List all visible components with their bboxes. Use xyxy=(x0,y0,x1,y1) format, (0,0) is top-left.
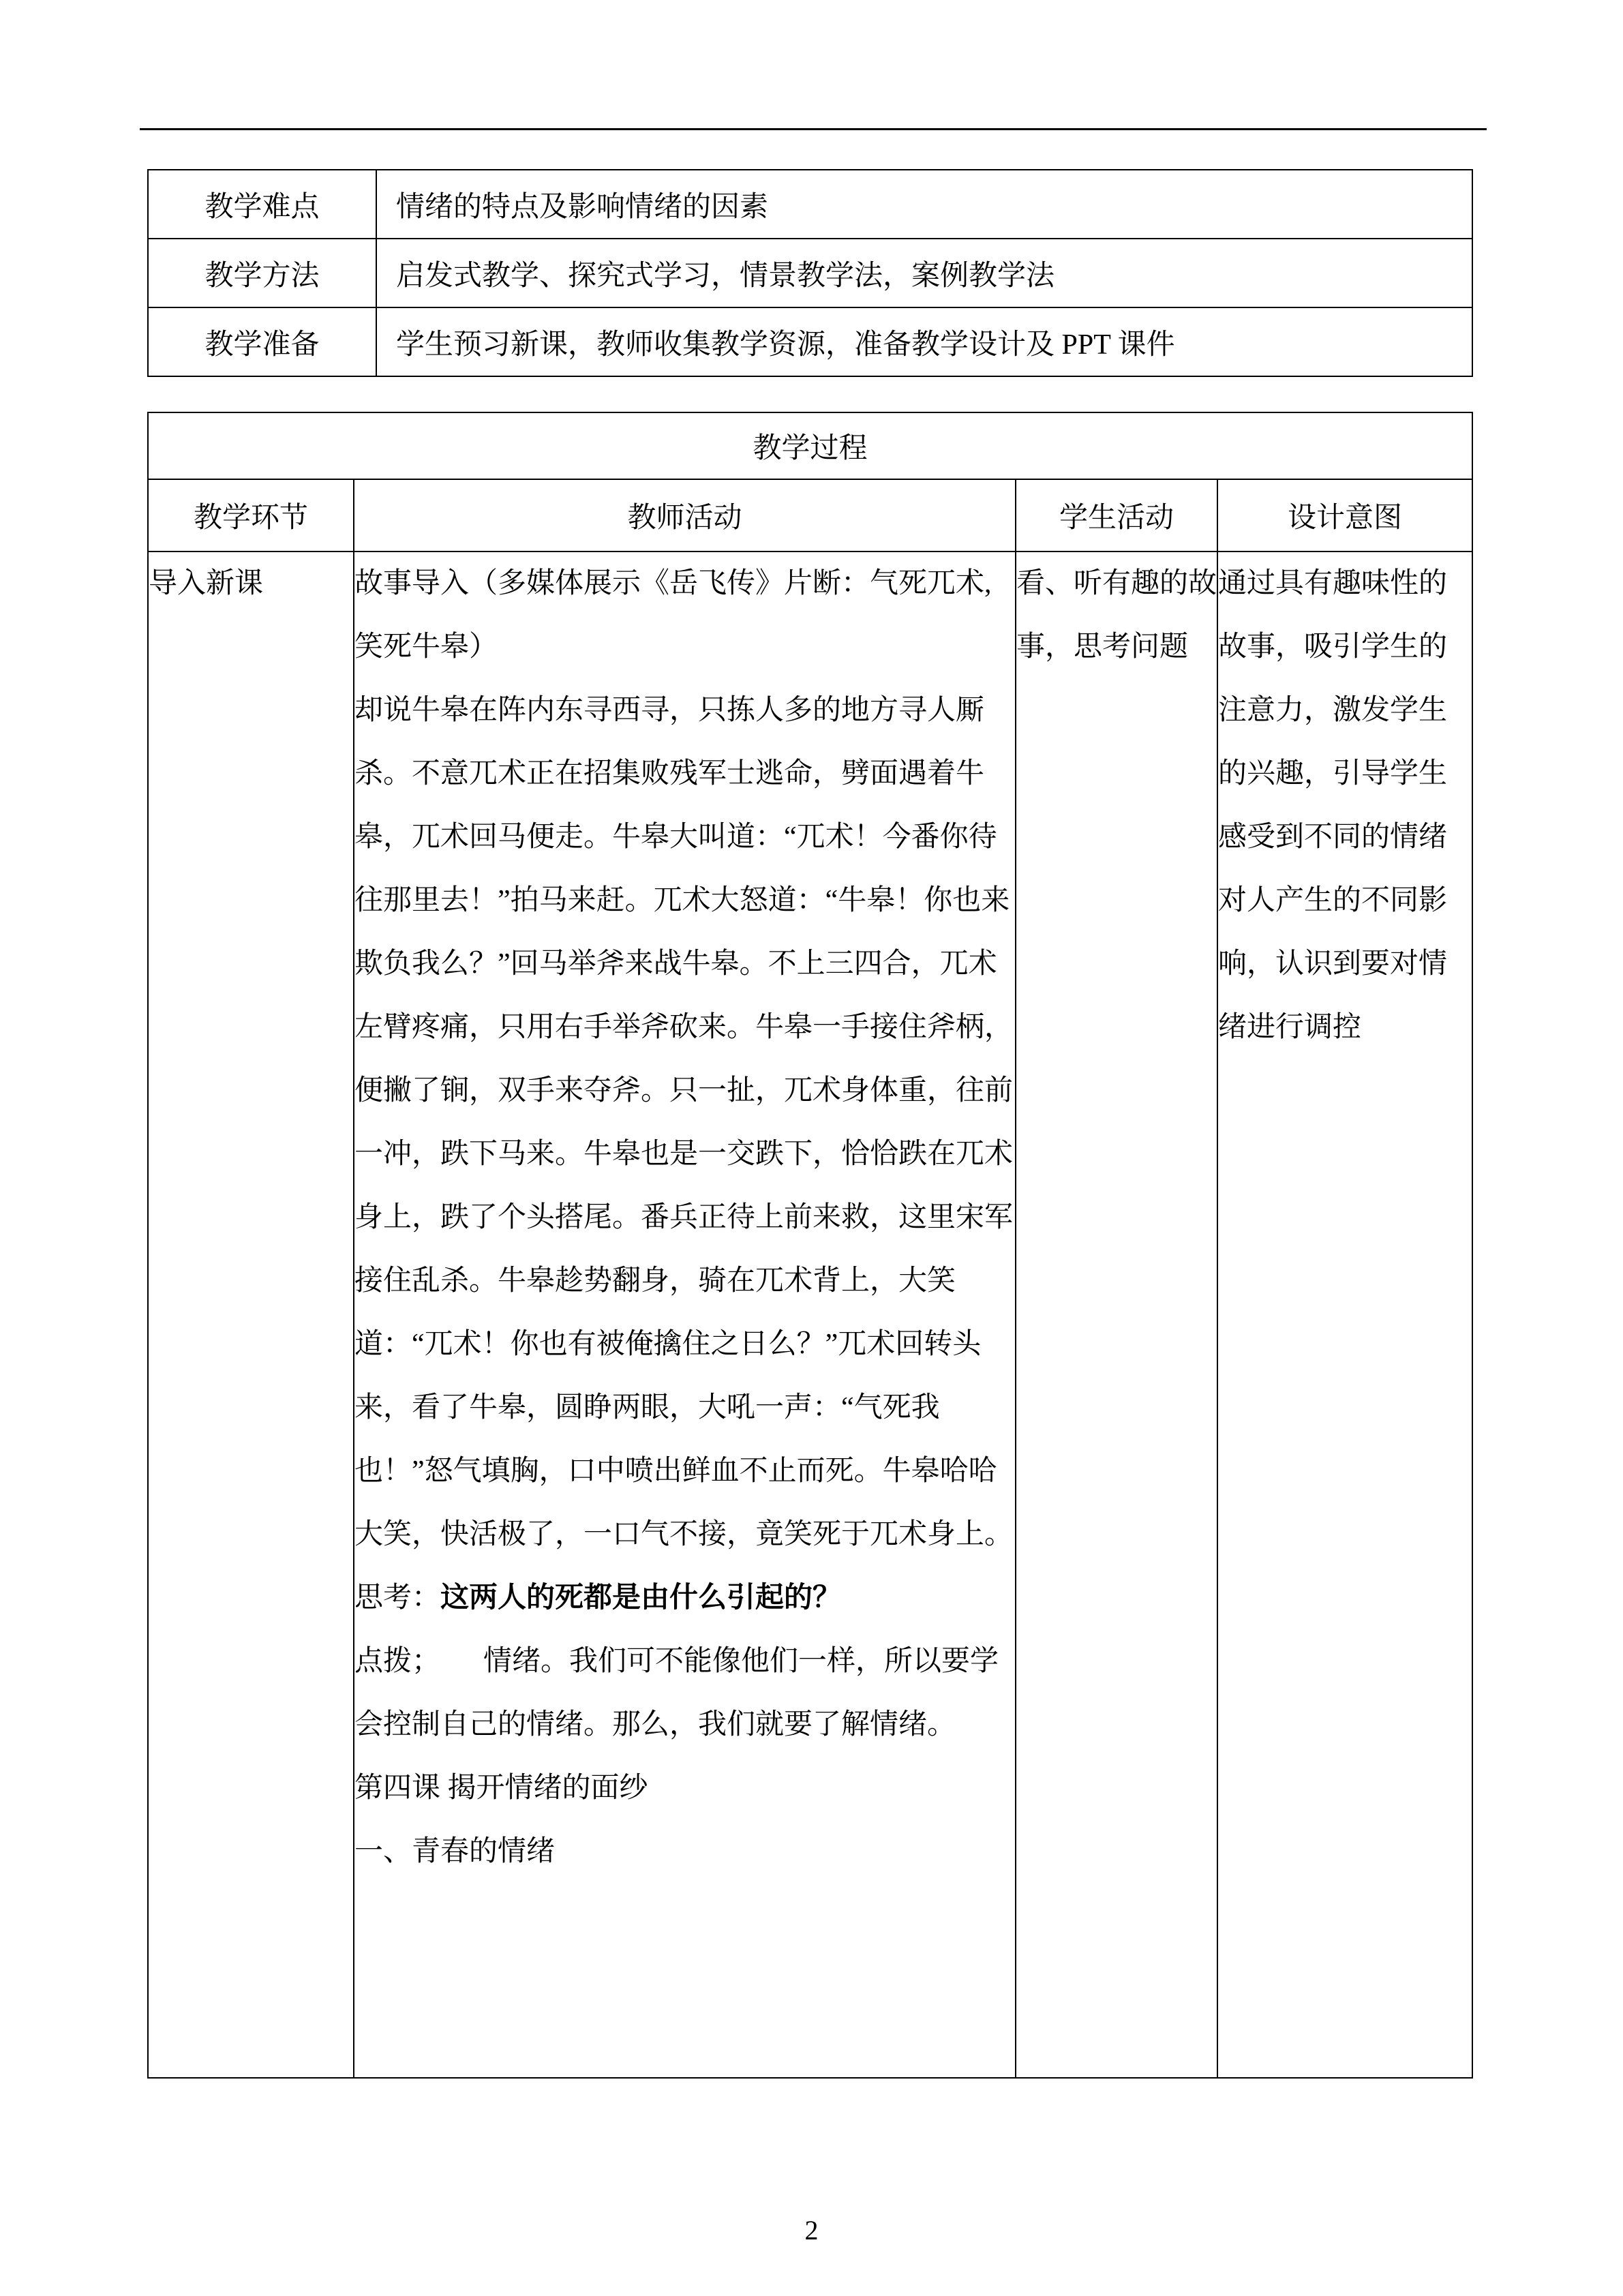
column-header-teacher: 教师活动 xyxy=(354,479,1016,552)
lesson-info-table xyxy=(147,169,1473,377)
column-header-intent: 设计意图 xyxy=(1217,479,1472,552)
column-header-stage: 教学环节 xyxy=(148,479,354,552)
table-title: 教学过程 xyxy=(148,412,1472,479)
design-intent-cell: 通过具有趣味性的故事，吸引学生的注意力，激发学生的兴趣，引导学生感受到不同的情绪对人产生的不同影响，认识到要对情绪进行调控 xyxy=(1217,552,1472,2078)
teacher-paragraph: 第四课 揭开情绪的面纱 xyxy=(354,1772,648,1804)
info-row-label: 教学方法 xyxy=(148,239,376,307)
header-rule xyxy=(140,128,1487,130)
teacher-paragraph xyxy=(354,1567,1015,1630)
teacher-paragraph: 却说牛皋在阵内东寻西寻，只拣人多的地方寻人厮杀。不意兀术正在招集败残军士逃命，劈面遇着牛皋，兀术回马便走。牛皋大叫道：“兀术！今番你待往那里去！”拍马来赶。兀术大怒道：“牛皋！你也来欺负我么？”回马举斧来战牛皋。不上三四合，兀术左臂疼痛，只用右手举斧砍来。牛皋一手接住斧柄，便撇了锏，双手来夺斧。只一扯，兀术身体重，往前一冲，跌下马来。牛皋也是一交跌下，恰恰跌在兀术身上，跌了个头搭尾。番兵正待上前来救，这里宋军接住乱杀。牛皋趁势翻身，骑在兀术背上，大笑道：“兀术！你也有被俺擒住之日么？”兀术回转头来，看了牛皋，圆睁两眼，大吼一声：“气死我也！”怒气填胸，口中喷出鲜血不止而死。牛皋哈哈大笑，快活极了，一口气不接，竟笑死于兀术身上。 xyxy=(354,695,1014,1550)
teacher-paragraph: 一、青春的情绪 xyxy=(354,1836,556,1867)
stage-label: 导入新课 xyxy=(149,568,264,599)
column-header-student: 学生活动 xyxy=(1016,479,1217,552)
teacher-activity-cell xyxy=(354,552,1016,2078)
teacher-paragraph: 故事导入（多媒体展示《岳飞传》片断：气死兀术,笑死牛皋） xyxy=(354,568,992,663)
table-row xyxy=(148,239,1472,307)
table-row xyxy=(148,170,1472,239)
info-row-label: 教学难点 xyxy=(148,170,376,239)
table-row xyxy=(148,552,1472,2078)
teaching-process-table xyxy=(147,412,1473,2079)
think-question: 这两人的死都是由什么引起的？ xyxy=(440,1582,842,1614)
info-row-label: 教学准备 xyxy=(148,307,376,376)
stage-cell xyxy=(148,552,354,2078)
table-title-row xyxy=(148,412,1472,479)
page-number: 2 xyxy=(804,2215,819,2246)
table-row xyxy=(148,307,1472,376)
student-activity-cell: 看、听有趣的故事，思考问题 xyxy=(1016,552,1217,2078)
table-header-row xyxy=(148,479,1472,552)
teacher-paragraph: 点拨； 情绪。我们可不能像他们一样，所以要学会控制自己的情绪。那么，我们就要了解情绪。 xyxy=(354,1646,999,1740)
info-row-content: 情绪的特点及影响情绪的因素 xyxy=(376,170,1472,239)
info-row-content: 启发式教学、探究式学习，情景教学法，案例教学法 xyxy=(376,239,1472,307)
think-label: 思考： xyxy=(354,1582,441,1614)
info-row-content: 学生预习新课，教师收集教学资源，准备教学设计及 PPT 课件 xyxy=(376,307,1472,376)
